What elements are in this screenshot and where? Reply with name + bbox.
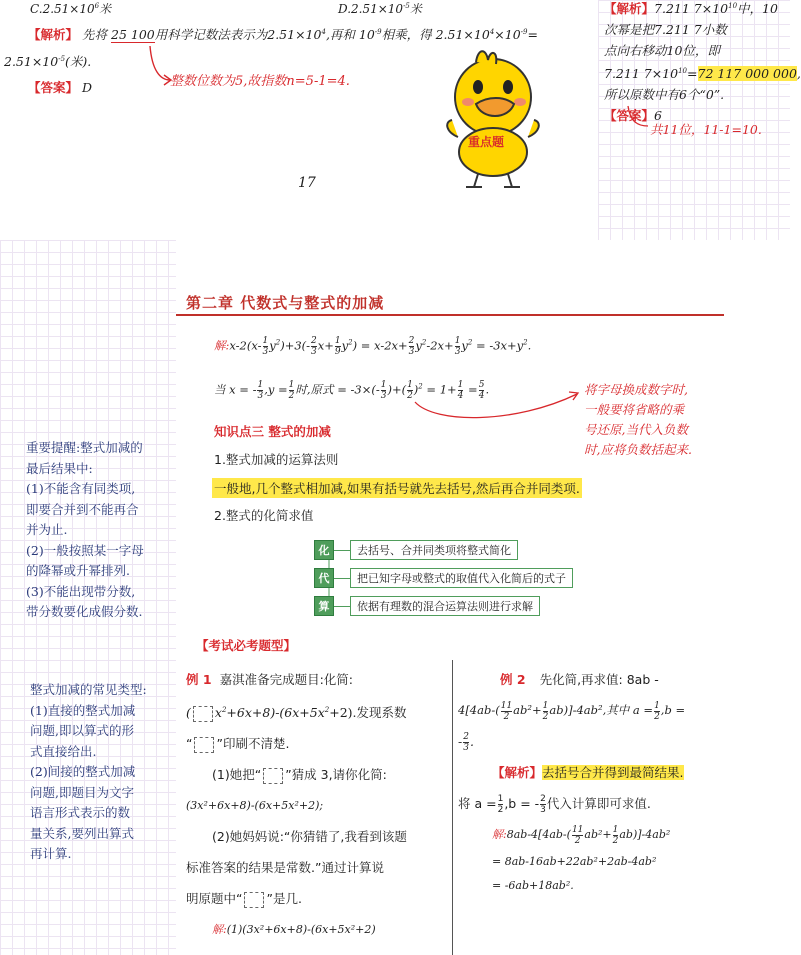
analysis-text4: 相乘，得 2.51×10 [381, 27, 490, 42]
ex2-sol1 [458, 819, 788, 850]
option-d [338, 0, 422, 17]
ex2-sol-frac2 [613, 825, 619, 846]
analysis-text: 先将 [82, 27, 108, 42]
sol-frac2-den: 3 [311, 347, 317, 357]
ex2-sub-frac1-num: 1 [497, 794, 504, 804]
solution-red-note [584, 380, 692, 460]
sol2-frac1-num: 1 [257, 380, 264, 390]
analysis-exp: 4 [321, 27, 326, 36]
note2-line: 式直接给出. [30, 743, 97, 759]
sol-expr-e: y [341, 338, 349, 353]
sol-frac2-num: 2 [311, 336, 317, 346]
ex2-frac1 [501, 701, 512, 722]
ex2-title: 例 2 [500, 672, 526, 687]
sol2-sq: 2 [418, 382, 423, 391]
ex1-sol: (1)(3x²+6x+8)-(6x+5x²+2) [226, 923, 376, 937]
ex2-frac4-den: 3 [463, 743, 469, 753]
step-text-3: 依据有理数的混合运算法则进行求解 [350, 596, 540, 616]
analysis-text2: 用科学记数法表示为2.51×10 [154, 27, 322, 42]
sol2-frac2 [289, 380, 295, 401]
note2-line: 整式加减的常见类型: [30, 682, 147, 697]
right-line4-text: 7.211 7×10 [604, 66, 679, 82]
right-answer-value: 6 [654, 108, 662, 124]
ex1-l1: 嘉淇准备完成题目:化简: [219, 672, 353, 687]
ex1-l2c: +6x+8)-(6x+5x [226, 705, 325, 721]
ex1-line2 [186, 695, 448, 728]
duck-badge: 重点题 [468, 135, 505, 149]
blank-box [193, 706, 213, 722]
note1-line: 带分数要化成假分数. [26, 604, 143, 619]
sol2-frac2-num: 1 [288, 380, 295, 390]
sol-expr-g: y [415, 338, 422, 353]
sol-expr-a: x-2(x- [229, 338, 262, 353]
sol-expr-f: ) = x-2x+ [352, 338, 408, 353]
ex2-sub [458, 788, 788, 819]
sol2-frac3-den: 3 [380, 391, 387, 401]
ex2-sub-frac2-num: 2 [540, 794, 546, 804]
ex2-frac2-num: 1 [542, 700, 549, 711]
right-line2: 次幂是把7.211 7小数 [604, 22, 727, 38]
sol-expr-b: y [269, 338, 276, 353]
sol2-frac4-den: 2 [407, 391, 413, 401]
ex1-title: 例 1 [186, 672, 212, 687]
ex1-line8 [186, 883, 448, 914]
analysis-label: 【解析】 [28, 27, 79, 42]
ex2-l2b: ab²+ [513, 703, 542, 717]
chapter-title: 第二章 代数式与整式的加减 [186, 294, 385, 312]
sol2-f: = 1+ [422, 382, 457, 397]
note2-line: 问题,即题目为文字 [30, 784, 134, 800]
ex2-l2a: 4[4ab-( [458, 703, 500, 717]
sol-frac3-num: 1 [334, 336, 341, 346]
right-line1-exp: 10 [728, 2, 738, 10]
ex2-l1: 先化简,再求值: 8ab - [539, 672, 659, 687]
exam-label: 【考试必考题型】 [196, 638, 297, 653]
ex2-sub-frac2 [540, 794, 546, 815]
ex2-sol1a: 8ab-4[4ab-( [506, 828, 571, 841]
ex2-sol-label: 解: [492, 828, 507, 841]
ex1-line4 [186, 759, 448, 790]
ex2-line1 [458, 664, 788, 695]
chapter-rule [176, 314, 724, 316]
analysis-number: 25 100 [111, 27, 155, 42]
analysis-exp3: 4 [489, 27, 495, 36]
top-red-note: 整数位数为5,故指数n=5-1=4. [170, 74, 350, 89]
right-line1-text: 7.211 7×10 [654, 1, 729, 17]
left-note-1 [26, 438, 176, 623]
right-answer-label: 【答案】 [604, 108, 655, 124]
steps-flow [314, 540, 573, 616]
ex2-frac2-den: 2 [542, 711, 549, 722]
ex2-sub-a: 将 a = [458, 796, 497, 811]
ex2-frac1-num: 11 [500, 700, 513, 711]
note1-line: (3)不能出现带分数, [26, 583, 136, 599]
analysis-line2-unit: (米). [65, 54, 92, 69]
step-text-2: 把已知字母或整式的取值代入化简后的式子 [350, 568, 573, 588]
sol2-frac2-den: 2 [288, 391, 295, 401]
analysis-text5: ×10 [494, 27, 521, 42]
solution-red-note-l3: 号还原,当代入负数 [584, 422, 688, 437]
sol2-b: ,y = [264, 382, 288, 397]
right-line1-tail: 中，10 [737, 1, 778, 17]
option-c-text: C.2.51×10 [30, 2, 95, 16]
sol-expr-k: . [527, 338, 532, 353]
ex1-l4b: ”猜成 3,请你化简: [285, 767, 387, 783]
solution-label: 解: [214, 338, 230, 353]
note1-line: (2)一般按照某一字母 [26, 542, 144, 558]
sol-expr-d: x+ [317, 338, 334, 353]
ex1-l8a: 明原题中“ [186, 891, 243, 907]
rule-heading: 1.整式加减的运算法则 [214, 452, 339, 467]
sol2-frac4-num: 1 [407, 380, 413, 390]
ex2-analysis [458, 757, 788, 788]
ex2-sub-c: 代入计算即可求值. [546, 796, 651, 811]
option-d-unit: 米 [409, 2, 422, 16]
ex2-sub-frac1 [498, 794, 504, 815]
sol-sq1: 2 [275, 338, 281, 347]
analysis-text3: ,再和 10 [325, 27, 375, 42]
right-line4-eq: = [687, 66, 698, 82]
ex1-l3b: ”印刷不清楚. [216, 736, 290, 752]
note2-line: 语言形式表示的数 [30, 805, 131, 820]
ex2-l3a: - [458, 734, 463, 749]
right-line4-exp: 10 [678, 67, 688, 76]
ex2-line2 [458, 695, 788, 726]
blank-box [194, 737, 214, 753]
sol-expr-c: )+3(- [280, 338, 311, 353]
sol2-c: 时,原式 = -3×(- [295, 382, 380, 397]
ex1-l3a: “ [186, 736, 193, 752]
sol-frac3-den: 9 [334, 347, 341, 357]
analysis-exp2: -9 [374, 27, 382, 36]
analysis-line2-text: 2.51×10 [4, 54, 59, 69]
ex1-l2d: +2).发现系数 [329, 705, 407, 721]
simplify-heading: 2.整式的化简求值 [214, 508, 314, 523]
sol-frac4 [409, 336, 415, 357]
ex2-frac4-num: 2 [463, 732, 469, 742]
sol-frac5-num: 1 [454, 336, 461, 346]
ex2-frac3-den: 2 [654, 711, 660, 722]
blank-box [263, 768, 283, 784]
top-answer [28, 78, 92, 96]
analysis-exp4: -9 [520, 27, 528, 36]
ex1-sol-label: 解: [212, 923, 227, 937]
sol2-h: . [485, 382, 490, 397]
column-divider [452, 660, 453, 955]
answer-label: 【答案】 [28, 80, 79, 95]
ex2-sol1c: ab)]-4ab² [619, 828, 671, 841]
step-row-2 [314, 568, 573, 588]
sol-frac1 [263, 336, 269, 357]
option-c-unit: 米 [99, 2, 112, 16]
ex2-sub-b: ,b = - [504, 796, 540, 811]
ex2-analysis-label: 【解析】 [492, 765, 543, 780]
ex2-sol-frac1 [572, 825, 583, 846]
right-line4-result: 72 117 000 000 [697, 66, 797, 82]
sol2-d: )+( [387, 382, 407, 397]
ex2-l2d: ,b = [660, 703, 686, 717]
note1-line: (1)不能含有同类项, [26, 481, 136, 496]
sol-frac2 [311, 336, 317, 357]
sol2-frac1-den: 3 [257, 391, 264, 401]
step-row-3 [314, 596, 573, 616]
note2-line: 再计算. [30, 846, 72, 861]
sol2-frac6-num: 5 [478, 380, 485, 390]
ex1-l4a: (1)她把“ [212, 767, 262, 783]
right-line1 [604, 0, 788, 19]
sol2-e: ) [413, 382, 419, 397]
ex2-sol-frac1-den: 2 [574, 835, 581, 846]
note2-line: 问题,即以算式的形 [30, 723, 134, 738]
solution-red-note-l2: 一般要将省略的乘 [584, 402, 685, 417]
note1-line: 的降幂或升幂排列. [26, 563, 130, 578]
ex1-l2b: x [214, 705, 222, 721]
step-tag-1: 化 [314, 540, 334, 560]
note1-line: 重要提醒:整式加减的 [26, 440, 143, 455]
option-d-exp: -5 [403, 2, 410, 10]
ex2-sol-frac2-den: 2 [612, 835, 619, 846]
sol-sq4: 2 [467, 338, 473, 347]
sol2-frac1 [257, 380, 263, 401]
right-line4-tail: , [796, 66, 801, 82]
step-line-1 [334, 550, 350, 551]
right-line4 [604, 61, 801, 84]
step-row-1 [314, 540, 573, 560]
option-c-exp: 6 [94, 2, 100, 10]
ex2-frac4 [463, 732, 469, 753]
sol2-frac5-den: 4 [457, 391, 464, 401]
left-note-2 [30, 680, 176, 865]
ex1-l2a: ( [186, 705, 191, 721]
note2-line: (1)直接的整式加减 [30, 702, 136, 718]
sol-frac1-den: 3 [262, 347, 269, 357]
ex2-sol3: = -6ab+18ab². [492, 879, 574, 892]
solution-line1 [214, 336, 531, 357]
duck-mascot-icon [438, 42, 548, 192]
sol-frac5-den: 3 [454, 347, 461, 357]
solution-red-note-l1: 将字母换成数字时, [584, 382, 688, 397]
example-2 [458, 664, 788, 898]
sol-frac3 [335, 336, 341, 357]
sol-frac4-num: 2 [408, 336, 415, 346]
blank-box [244, 892, 264, 908]
option-c [30, 0, 111, 17]
page-number: 17 [298, 175, 316, 191]
solution-red-note-l4: 时,应将负数括起来. [584, 442, 692, 457]
sol-sq5: 2 [523, 338, 528, 347]
sol2-a: 当 x = - [214, 382, 257, 397]
ex2-sol-frac2-num: 1 [612, 824, 619, 835]
sol-sq3: 2 [421, 338, 427, 347]
right-line3: 点向右移动10位，即 [604, 43, 720, 59]
step-tag-2: 代 [314, 568, 334, 588]
note1-line: 即要合并到不能再合 [26, 501, 139, 517]
ex2-sub-frac1-den: 2 [497, 805, 504, 815]
sol-frac1-num: 1 [262, 336, 269, 346]
sol2-frac3-num: 1 [380, 380, 387, 390]
sol-expr-h: -2x+ [426, 338, 454, 353]
sol-expr-j: = -3x+y [472, 338, 524, 353]
ex2-frac2 [543, 701, 549, 722]
ex2-sub-frac2-den: 3 [540, 805, 546, 815]
sol-expr-i: y [461, 338, 468, 353]
example-1 [186, 664, 448, 945]
ex1-sq1: 2 [221, 706, 227, 714]
sol2-g: = [464, 382, 478, 397]
ex2-frac3-num: 1 [654, 700, 660, 711]
right-analysis-label: 【解析】 [604, 1, 655, 17]
analysis-line2-exp: -5 [58, 54, 66, 63]
sol2-frac5-num: 1 [457, 380, 464, 390]
sol-frac5 [455, 336, 461, 357]
option-d-text: D.2.51×10 [338, 2, 404, 16]
analysis-line2 [4, 52, 91, 70]
ex2-analysis-text: 去括号合并得到最简结果. [542, 765, 684, 780]
ex1-l7: 标准答案的结果是常数.”通过计算说 [186, 860, 384, 876]
step-line-2 [334, 578, 350, 579]
ex2-sol1b: ab²+ [584, 828, 612, 841]
ex1-line3 [186, 728, 448, 759]
ex1-sq2: 2 [324, 706, 330, 714]
analysis-text6: = [527, 27, 538, 42]
step-text-1: 去括号、合并同类项将整式简化 [350, 540, 518, 560]
note1-line: 最后结果中: [26, 460, 93, 476]
step-tag-3: 算 [314, 596, 334, 616]
step-line-3 [334, 606, 350, 607]
ex2-sol2: = 8ab-16ab+22ab²+2ab-4ab² [492, 855, 657, 868]
ex2-frac1-den: 2 [503, 711, 510, 722]
right-line5: 所以原数中有6个“0”. [604, 87, 725, 103]
ex1-l8b: ”是几. [266, 891, 302, 907]
note2-line: 量关系,要列出算式 [30, 825, 134, 841]
answer-value: D [82, 80, 93, 95]
ex2-frac3 [654, 701, 660, 722]
ex2-l3b: . [469, 734, 474, 749]
sol-frac4-den: 3 [408, 347, 415, 357]
ex2-sol-frac1-num: 11 [571, 824, 584, 835]
solution-red-arrow [395, 388, 585, 428]
note1-line: 并为止. [26, 522, 68, 537]
right-red-note: 共11位，11-1=10. [650, 122, 762, 137]
rule-text-highlight: 一般地,几个整式相加减,如果有括号就先去括号,然后再合并同类项. [212, 478, 582, 498]
knowledge-title: 知识点三 整式的加减 [214, 424, 331, 439]
ex1-line1 [186, 664, 448, 695]
note2-line: (2)间接的整式加减 [30, 764, 136, 779]
ex1-l5: (3x²+6x+8)-(6x+5x²+2); [186, 799, 324, 813]
ex2-line3 [458, 726, 788, 757]
sol2-frac6-den: 4 [478, 391, 485, 401]
sol-sq2: 2 [348, 338, 353, 347]
sol2-frac3 [381, 380, 387, 401]
ex1-l6: (2)她妈妈说:“你猜错了,我看到该题 [212, 829, 407, 845]
ex1-solution [186, 914, 448, 945]
ex2-l2c: ab)]-4ab²,其中 a = [549, 703, 654, 717]
